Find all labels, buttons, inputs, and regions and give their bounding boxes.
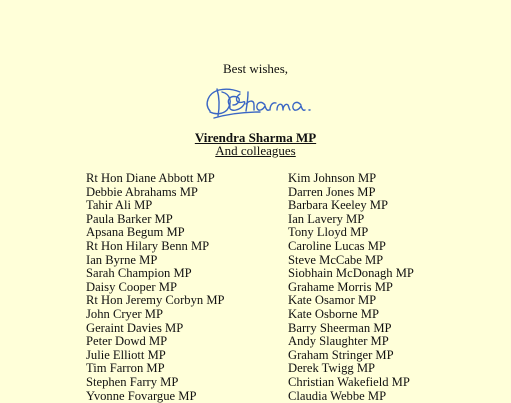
signatory-name: Grahame Morris MP [288,281,414,295]
signatory-name: Tim Farron MP [86,362,225,376]
closing-line: Best wishes, [0,61,511,76]
handwritten-signature [200,78,315,126]
signatory-name: Barry Sheerman MP [288,322,414,336]
signatory-name: Siobhain McDonagh MP [288,267,414,281]
signatory-name: Derek Twigg MP [288,362,414,376]
signatory-name: John Cryer MP [86,308,225,322]
signatory-name: Kate Osborne MP [288,308,414,322]
signatories-right-column [288,172,414,403]
signatory-name: Peter Dowd MP [86,335,225,349]
signatory-name: Ian Lavery MP [288,213,414,227]
signatory-name: Andy Slaughter MP [288,335,414,349]
signatory-name: Julie Elliott MP [86,349,225,363]
signatory-name: Tahir Ali MP [86,199,225,213]
colleagues-label: And colleagues [0,144,511,158]
signatory-name: Tony Lloyd MP [288,226,414,240]
signatory-name: Paula Barker MP [86,213,225,227]
signatory-name: Daisy Cooper MP [86,281,225,295]
signatory-name: Christian Wakefield MP [288,376,414,390]
signatory-name: Graham Stringer MP [288,349,414,363]
signatory-name: Yvonne Fovargue MP [86,390,225,403]
signatory-name: Kim Johnson MP [288,172,414,186]
signer-name: Virendra Sharma MP [0,131,511,145]
signatory-name: Rt Hon Hilary Benn MP [86,240,225,254]
signatory-name: Caroline Lucas MP [288,240,414,254]
signatories-left-column [86,172,225,403]
signatory-name: Steve McCabe MP [288,254,414,268]
signatory-name: Stephen Farry MP [86,376,225,390]
signatory-name: Darren Jones MP [288,186,414,200]
signatory-name: Rt Hon Diane Abbott MP [86,172,225,186]
signatory-name: Geraint Davies MP [86,322,225,336]
signatory-name: Claudia Webbe MP [288,390,414,403]
signatory-name: Apsana Begum MP [86,226,225,240]
signatory-name: Ian Byrne MP [86,254,225,268]
signatory-name: Debbie Abrahams MP [86,186,225,200]
signatory-name: Kate Osamor MP [288,294,414,308]
signatory-name: Rt Hon Jeremy Corbyn MP [86,294,225,308]
signatory-name: Barbara Keeley MP [288,199,414,213]
signatory-name: Sarah Champion MP [86,267,225,281]
